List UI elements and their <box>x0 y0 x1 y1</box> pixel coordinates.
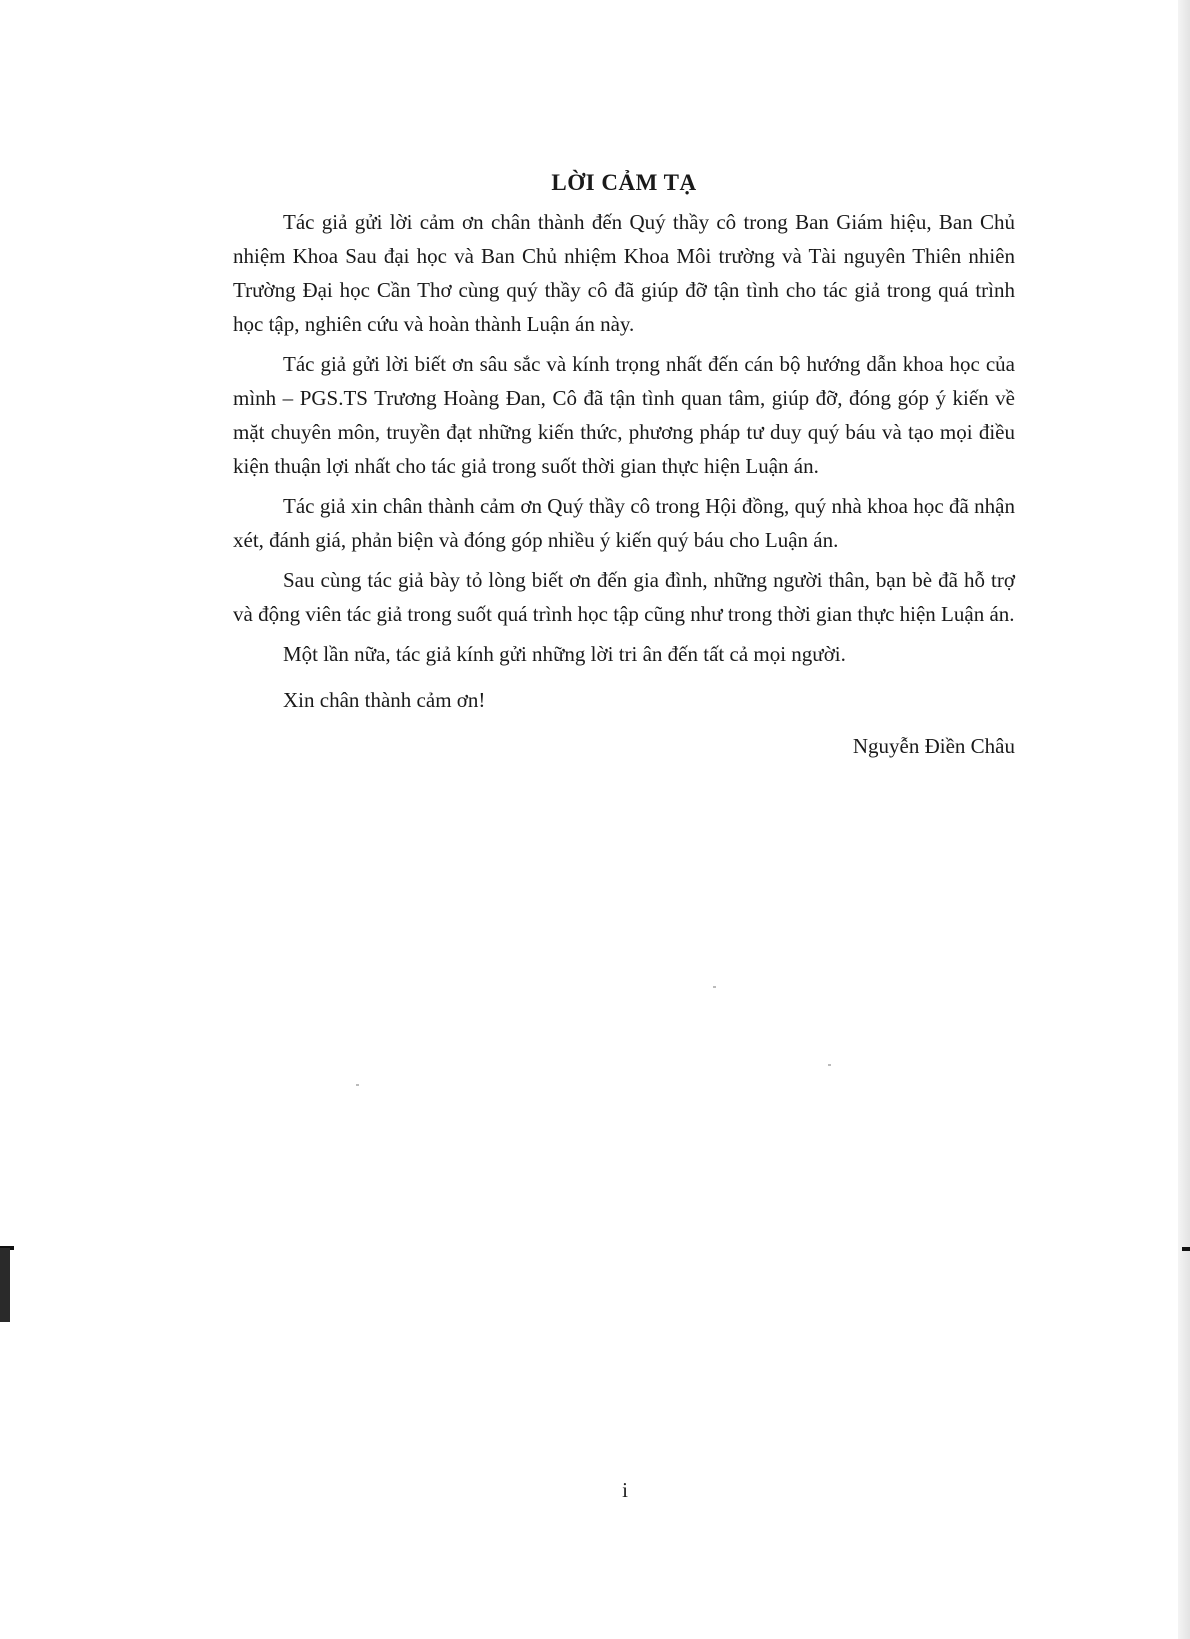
paragraph: Tác giả gửi lời cảm ơn chân thành đến Quý thầy cô trong Ban Giám hiệu, Ban Chủ nhiệm Khoa Sau đại học và Ban Chủ nhiệm Khoa Môi trường và Tài nguyên Thiên nhiên Trường Đại học Cần Thơ cùng quý thầy cô đã giúp đỡ tận tình cho tác giả trong quá trình học tập, nghiên cứu và hoàn thành Luận án này. <box>233 210 1015 336</box>
paragraph: Tác giả xin chân thành cảm ơn Quý thầy cô trong Hội đồng, quý nhà khoa học đã nhận xét, đánh giá, phản biện và đóng góp nhiều ý kiến quý báu cho Luận án. <box>233 494 1015 552</box>
document-body <box>233 168 1015 763</box>
scan-mark <box>0 1248 10 1322</box>
scan-speck <box>713 986 716 988</box>
paragraph: Sau cùng tác giả bày tỏ lòng biết ơn đến gia đình, những người thân, bạn bè đã hỗ trợ và động viên tác giả trong suốt quá trình học tập cũng như trong thời gian thực hiện Luận án. <box>233 568 1015 626</box>
scan-speck <box>356 1084 359 1086</box>
page-number: i <box>622 1478 628 1502</box>
scan-edge <box>1178 0 1190 1639</box>
scan-speck <box>828 1064 831 1066</box>
scan-mark <box>1182 1247 1190 1251</box>
paragraph: Tác giả gửi lời biết ơn sâu sắc và kính trọng nhất đến cán bộ hướng dẫn khoa học của mình – PGS.TS Trương Hoàng Đan, Cô đã tận tình quan tâm, giúp đỡ, đóng góp ý kiến về mặt chuyên môn, truyền đạt những kiến thức, phương pháp tư duy quý báu và tạo mọi điều kiện thuận lợi nhất cho tác giả trong suốt thời gian thực hiện Luận án. <box>233 352 1015 478</box>
closing-line: Xin chân thành cảm ơn! <box>283 688 486 712</box>
closing-line: Một lần nữa, tác giả kính gửi những lời tri ân đến tất cả mọi người. <box>283 642 846 666</box>
page-title: LỜI CẢM TẠ <box>551 170 697 195</box>
author-signature: Nguyễn Điền Châu <box>852 734 1015 758</box>
